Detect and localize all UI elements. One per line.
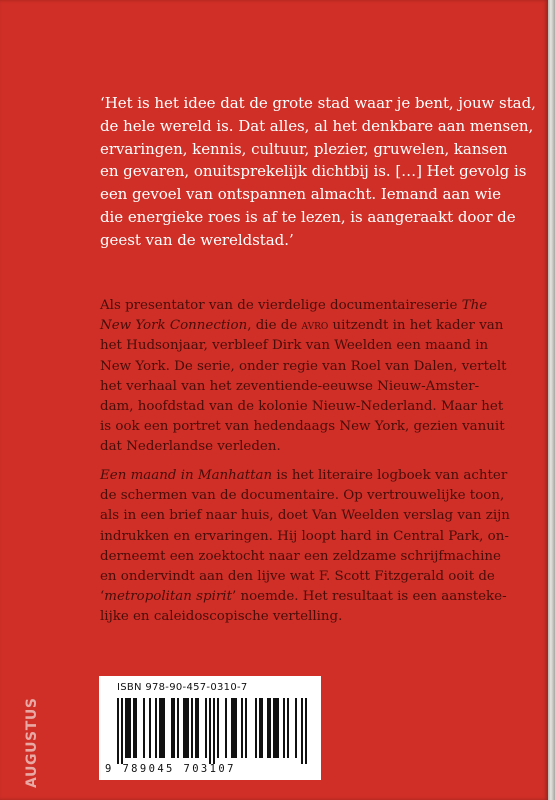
barcode-bar	[133, 698, 135, 758]
blurb-line: is ook een portret van hedendaags New York, gezien vanuit	[100, 419, 505, 435]
barcode-bar	[143, 698, 145, 758]
page-edges	[548, 0, 555, 800]
blurb-line: de schermen van de documentaire. Op vertrouwelijke toon,	[100, 488, 505, 504]
quote-line: die energieke roes is af te lezen, is aangeraakt door de	[100, 207, 516, 226]
barcode-bar	[191, 698, 193, 758]
barcode-bar	[287, 698, 289, 758]
blurb-line: indrukken en ervaringen. Hij loopt hard in Central Park, on-	[100, 528, 509, 544]
quote-line: ‘Het is het idee dat de grote stad waar je bent, jouw stad,	[100, 94, 536, 112]
barcode-bar	[295, 698, 297, 758]
blurb-paragraph-1	[100, 296, 507, 458]
blurb-line: Als presentator van de vierdelige documentaireserie The	[100, 298, 488, 313]
barcode-bar	[241, 698, 243, 758]
barcode-bar	[283, 698, 285, 758]
barcode-bar	[173, 698, 175, 758]
barcode-bar	[217, 698, 219, 758]
barcode-bar	[155, 698, 157, 758]
publisher-logo: AUGUSTUS	[24, 697, 40, 788]
blurb-line: en ondervindt aan den lijve wat F. Scott Fitzgerald ooit de	[100, 569, 495, 585]
series-title: The	[461, 298, 488, 313]
barcode-bar	[245, 698, 247, 758]
barcode-bar	[187, 698, 189, 758]
barcode-bar	[267, 698, 269, 758]
barcode-bar	[127, 698, 129, 758]
barcode-bar	[117, 698, 119, 764]
blurb-line: New York. De serie, onder regie van Roel van Dalen, vertelt	[100, 358, 507, 374]
barcode-bar	[259, 698, 261, 758]
barcode-digits: 9 789045 703107	[105, 763, 236, 775]
barcode-bar	[125, 698, 127, 758]
barcode-bar	[305, 698, 307, 764]
quote-line: de hele wereld is. Dat alles, al het denkbare aan mensen,	[100, 116, 534, 135]
barcode-bar	[121, 698, 123, 764]
blurb-line: Een maand in Manhattan is het literaire logboek van achter	[100, 468, 508, 483]
barcode	[117, 698, 307, 764]
barcode-bar	[231, 698, 233, 758]
barcode-bar	[149, 698, 151, 758]
blurb-line: derneemt een zoektocht naar een zeldzame schrijfmachine	[100, 548, 501, 564]
quote-line: en gevaren, onuitsprekelijk dichtbij is. […] Het gevolg is	[100, 162, 527, 181]
barcode-bar	[205, 698, 207, 758]
isbn-text: ISBN 978-90-457-0310-7	[117, 682, 248, 693]
barcode-bar	[261, 698, 263, 758]
barcode-bar	[209, 698, 211, 764]
barcode-bar	[129, 698, 131, 758]
barcode-bar	[197, 698, 199, 758]
series-title: New York Connection	[100, 318, 248, 334]
quote-line: geest van de wereldstad.’	[100, 230, 294, 249]
barcode-bar	[135, 698, 137, 758]
barcode-bar	[275, 698, 277, 758]
barcode-bar	[301, 698, 303, 764]
blurb-line: het Hudsonjaar, verbleef Dirk van Weelden een maand in	[100, 338, 489, 354]
barcode-bar	[183, 698, 185, 758]
barcode-bar	[277, 698, 279, 758]
barcode-bar	[233, 698, 235, 758]
blurb-line: het verhaal van het zeventiende-eeuwse Nieuw-Amster-	[100, 378, 480, 394]
barcode-bar	[171, 698, 173, 758]
barcode-label	[99, 676, 321, 780]
barcode-bar	[235, 698, 237, 758]
quote-line: ervaringen, kennis, cultuur, plezier, gruwelen, kansen	[100, 139, 508, 158]
quote-line: een gevoel van ontspannen almacht. Iemand aan wie	[100, 185, 501, 204]
barcode-bar	[185, 698, 187, 758]
barcode-bar	[255, 698, 257, 758]
barcode-bar	[213, 698, 215, 764]
barcode-bar	[177, 698, 179, 758]
blurb-line: New York Connection, die de avro uitzendt in het kader van	[100, 318, 504, 334]
book-title: Een maand in Manhattan	[100, 468, 273, 483]
barcode-bar	[269, 698, 271, 758]
blurb-line: ‘metropolitan spirit’ noemde. Het resultaat is een aansteke-	[100, 589, 507, 605]
quoted-phrase: metropolitan spirit	[104, 589, 232, 605]
barcode-bar	[163, 698, 165, 758]
blurb-paragraph-2	[100, 466, 510, 628]
barcode-bar	[273, 698, 275, 758]
blurb-line: als in een brief naar huis, doet Van Weelden verslag van zijn	[100, 508, 510, 524]
barcode-bar	[161, 698, 163, 758]
barcode-bar	[195, 698, 197, 758]
blurb-line: dam, hoofdstad van de kolonie Nieuw-Nederland. Maar het	[100, 399, 504, 415]
blurb-line: lijke en caleidoscopische vertelling.	[100, 609, 343, 625]
barcode-bar	[225, 698, 227, 758]
cover-quote	[100, 92, 536, 252]
barcode-bar	[159, 698, 161, 758]
blurb-line: dat Nederlandse verleden.	[100, 439, 281, 455]
broadcaster-name: avro	[301, 318, 329, 334]
